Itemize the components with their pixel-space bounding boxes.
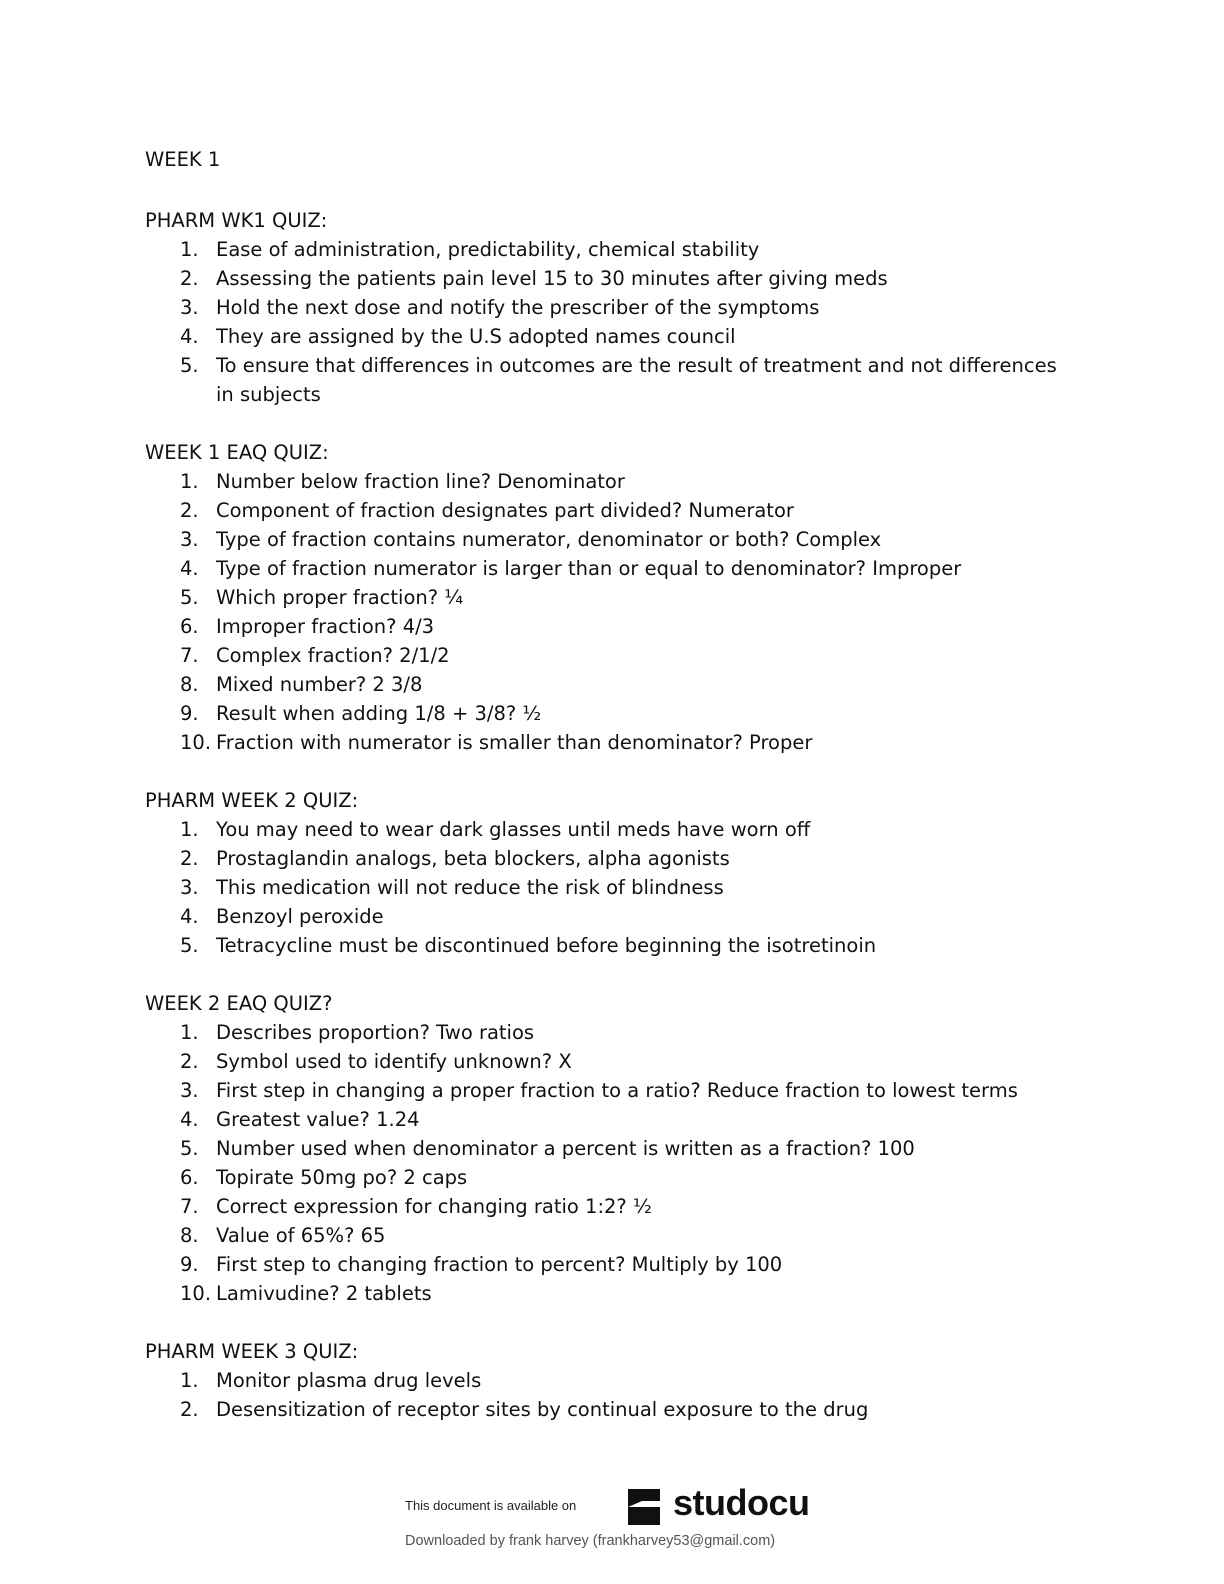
list-item <box>145 641 1075 670</box>
item-number: 2. <box>180 1398 199 1421</box>
item-number: 7. <box>180 644 199 667</box>
section-heading: PHARM WEEK 2 QUIZ: <box>145 789 359 812</box>
page-title: WEEK 1 <box>145 148 221 171</box>
list-item <box>145 902 1075 931</box>
section-heading: PHARM WK1 QUIZ: <box>145 209 328 232</box>
item-text: Ease of administration, predictability, chemical stability <box>216 238 760 261</box>
item-text: First step in changing a proper fraction to a ratio? Reduce fraction to lowest terms <box>216 1079 1018 1102</box>
item-number: 5. <box>180 586 199 609</box>
list-item <box>145 670 1075 699</box>
item-text: Type of fraction numerator is larger than or equal to denominator? Improper <box>216 557 962 580</box>
item-number: 8. <box>180 673 199 696</box>
item-text: Number used when denominator a percent is written as a fraction? 100 <box>216 1137 915 1160</box>
item-number: 3. <box>180 528 199 551</box>
answer-list <box>145 815 1075 960</box>
list-item <box>145 1134 1075 1163</box>
item-number: 2. <box>180 847 199 870</box>
item-text: Assessing the patients pain level 15 to 30 minutes after giving meds <box>216 267 888 290</box>
item-text: Prostaglandin analogs, beta blockers, alpha agonists <box>216 847 730 870</box>
list-item <box>145 264 1075 293</box>
item-number: 6. <box>180 615 199 638</box>
item-number: 10. <box>180 1282 212 1305</box>
list-item <box>145 1105 1075 1134</box>
list-item <box>145 1047 1075 1076</box>
item-text: Hold the next dose and notify the prescriber of the symptoms <box>216 296 820 319</box>
item-text: They are assigned by the U.S adopted names council <box>216 325 736 348</box>
list-item <box>145 1221 1075 1250</box>
quiz-sections <box>145 206 1075 1453</box>
list-item <box>145 467 1075 496</box>
item-text: Which proper fraction? ¼ <box>216 586 464 609</box>
item-number: 1. <box>180 1369 199 1392</box>
item-number: 1. <box>180 470 199 493</box>
item-text: Monitor plasma drug levels <box>216 1369 482 1392</box>
quiz-section <box>145 989 1075 1308</box>
item-text: To ensure that differences in outcomes are the result of treatment and not differences in subjects <box>216 354 1057 406</box>
item-text: Result when adding 1/8 + 3/8? ½ <box>216 702 542 725</box>
item-number: 1. <box>180 818 199 841</box>
item-number: 3. <box>180 876 199 899</box>
item-text: Tetracycline must be discontinued before beginning the isotretinoin <box>216 934 877 957</box>
item-text: Number below fraction line? Denominator <box>216 470 625 493</box>
item-text: Topirate 50mg po? 2 caps <box>216 1166 468 1189</box>
item-text: Value of 65%? 65 <box>216 1224 386 1247</box>
item-text: First step to changing fraction to percent? Multiply by 100 <box>216 1253 783 1276</box>
item-text: Symbol used to identify unknown? X <box>216 1050 572 1073</box>
list-item <box>145 815 1075 844</box>
list-item <box>145 1018 1075 1047</box>
list-item <box>145 1076 1075 1105</box>
item-text: Describes proportion? Two ratios <box>216 1021 535 1044</box>
item-number: 3. <box>180 296 199 319</box>
item-number: 2. <box>180 1050 199 1073</box>
item-text: Type of fraction contains numerator, denominator or both? Complex <box>216 528 882 551</box>
item-number: 4. <box>180 325 199 348</box>
quiz-section <box>145 206 1075 409</box>
item-text: Fraction with numerator is smaller than denominator? Proper <box>216 731 813 754</box>
list-item <box>145 844 1075 873</box>
item-number: 4. <box>180 557 199 580</box>
list-item <box>145 322 1075 351</box>
answer-list <box>145 235 1075 409</box>
list-item <box>145 583 1075 612</box>
list-item <box>145 496 1075 525</box>
section-heading: WEEK 2 EAQ QUIZ? <box>145 992 333 1015</box>
item-number: 1. <box>180 1021 199 1044</box>
downloaded-by-text: Downloaded by frank harvey (frankharvey53@gmail.com) <box>405 1533 776 1549</box>
quiz-section <box>145 438 1075 757</box>
answer-list <box>145 1366 1075 1424</box>
list-item <box>145 873 1075 902</box>
item-number: 5. <box>180 934 199 957</box>
item-number: 9. <box>180 1253 199 1276</box>
section-heading: WEEK 1 EAQ QUIZ: <box>145 441 329 464</box>
studocu-logo-icon[interactable] <box>620 1483 668 1531</box>
item-number: 3. <box>180 1079 199 1102</box>
list-item <box>145 699 1075 728</box>
list-item <box>145 293 1075 322</box>
item-text: This medication will not reduce the risk of blindness <box>216 876 724 899</box>
list-item <box>145 931 1075 960</box>
list-item <box>145 351 1075 409</box>
item-text: Desensitization of receptor sites by continual exposure to the drug <box>216 1398 869 1421</box>
list-item <box>145 612 1075 641</box>
item-text: Complex fraction? 2/1/2 <box>216 644 450 667</box>
item-number: 2. <box>180 499 199 522</box>
answer-list <box>145 467 1075 757</box>
item-number: 9. <box>180 702 199 725</box>
item-number: 4. <box>180 905 199 928</box>
item-number: 10. <box>180 731 212 754</box>
section-heading: PHARM WEEK 3 QUIZ: <box>145 1340 359 1363</box>
item-number: 8. <box>180 1224 199 1247</box>
item-text: Improper fraction? 4/3 <box>216 615 435 638</box>
item-text: Correct expression for changing ratio 1:2? ½ <box>216 1195 652 1218</box>
availability-text: This document is available on <box>405 1498 577 1513</box>
quiz-section <box>145 786 1075 960</box>
studocu-brand[interactable]: studocu <box>673 1482 810 1523</box>
item-text: Lamivudine? 2 tablets <box>216 1282 432 1305</box>
quiz-section <box>145 1337 1075 1424</box>
item-text: Greatest value? 1.24 <box>216 1108 420 1131</box>
item-number: 6. <box>180 1166 199 1189</box>
item-number: 5. <box>180 1137 199 1160</box>
item-number: 7. <box>180 1195 199 1218</box>
list-item <box>145 1192 1075 1221</box>
item-number: 2. <box>180 267 199 290</box>
answer-list <box>145 1018 1075 1308</box>
list-item <box>145 1366 1075 1395</box>
item-text: Mixed number? 2 3/8 <box>216 673 423 696</box>
item-number: 4. <box>180 1108 199 1131</box>
item-text: Benzoyl peroxide <box>216 905 384 928</box>
list-item <box>145 1163 1075 1192</box>
list-item <box>145 554 1075 583</box>
item-text: Component of fraction designates part divided? Numerator <box>216 499 794 522</box>
list-item <box>145 728 1075 757</box>
item-number: 1. <box>180 238 199 261</box>
item-text: You may need to wear dark glasses until meds have worn off <box>216 818 811 841</box>
list-item <box>145 525 1075 554</box>
list-item <box>145 235 1075 264</box>
item-number: 5. <box>180 354 199 377</box>
list-item <box>145 1250 1075 1279</box>
list-item <box>145 1395 1075 1424</box>
list-item <box>145 1279 1075 1308</box>
